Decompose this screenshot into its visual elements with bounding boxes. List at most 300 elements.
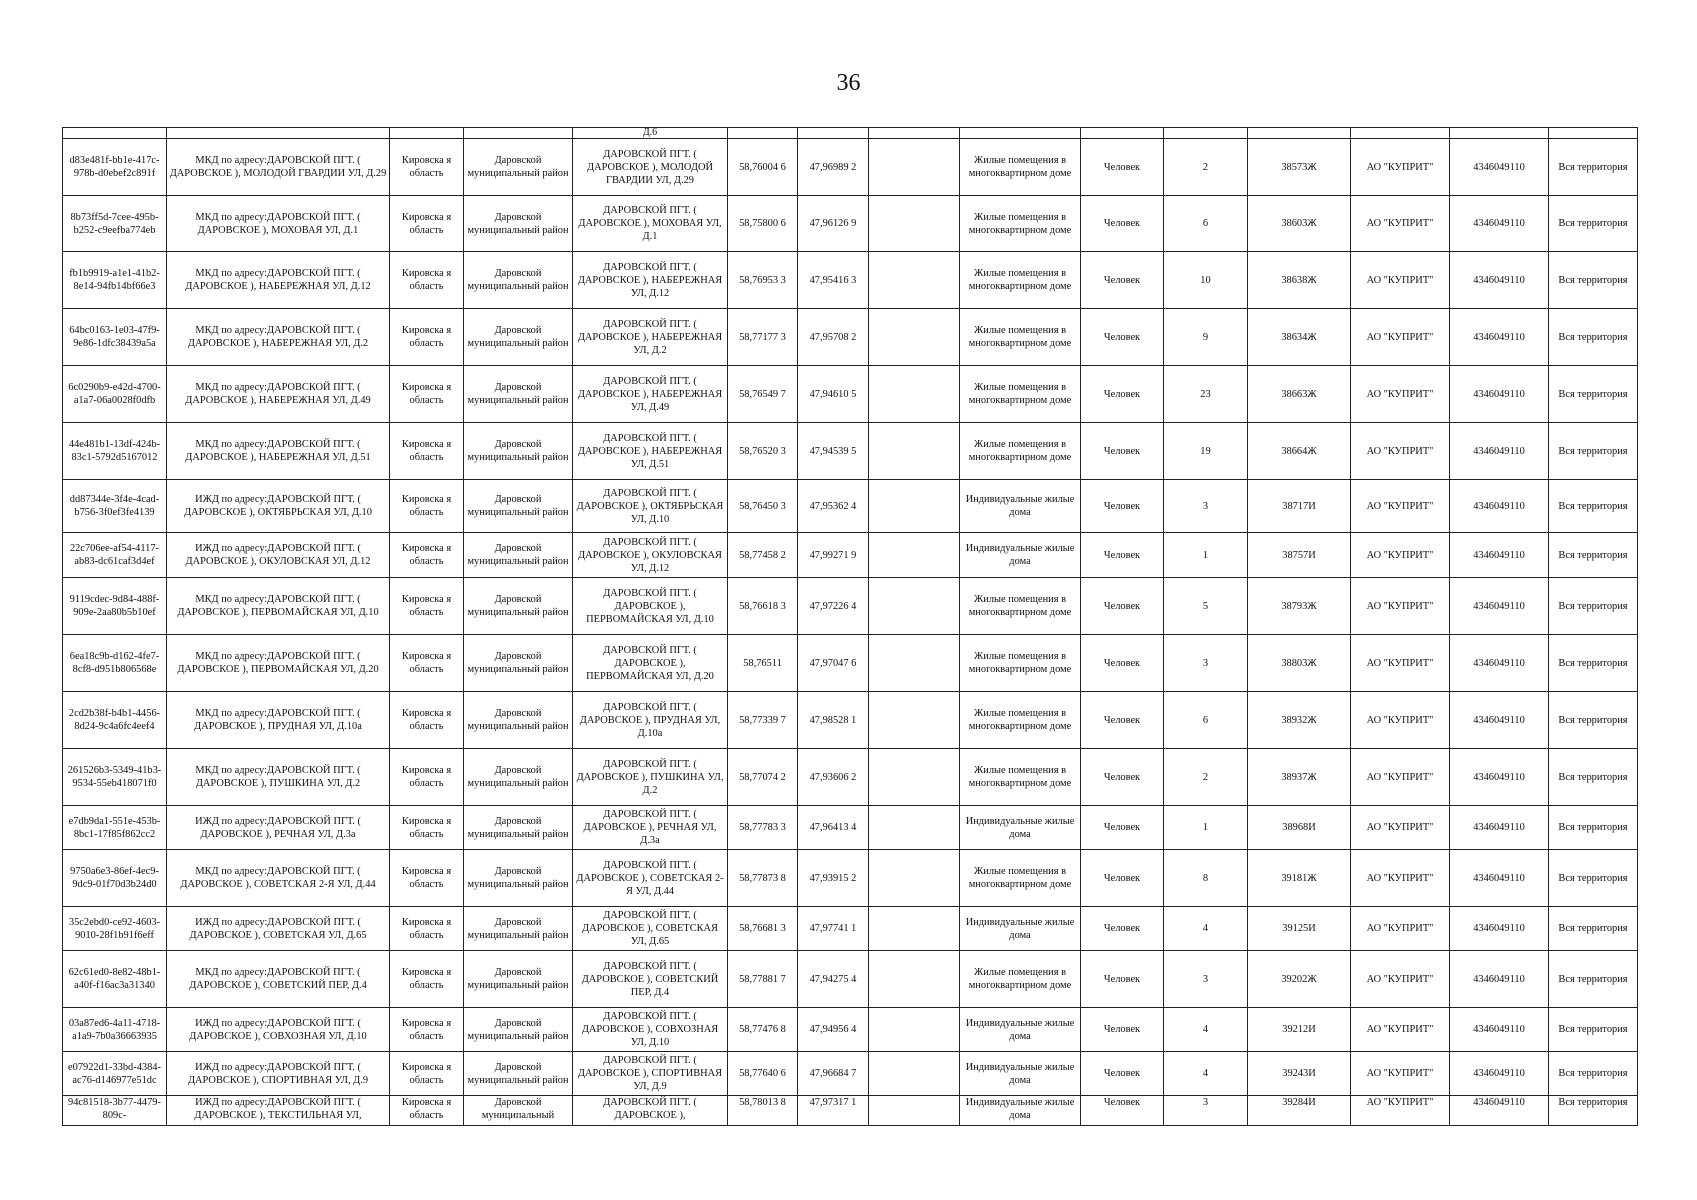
cell-unit: Человек — [1081, 578, 1164, 635]
cell-object-name: ИЖД по адресу:ДАРОВСКОЙ ПГТ. ( ДАРОВСКОЕ ), ОКТЯБРЬСКАЯ УЛ, Д.10 — [167, 480, 390, 533]
cell-inn: 4346049110 — [1450, 139, 1549, 196]
cell-organization: АО "КУПРИТ" — [1351, 907, 1450, 951]
cell-object-id: d83e481f-bb1e-417c-978b-d0ebef2c891f — [63, 139, 167, 196]
cell-longitude: 47,94275 4 — [798, 951, 869, 1008]
cell-inn: 4346049110 — [1450, 196, 1549, 252]
cell-latitude: 58,77640 6 — [728, 1052, 798, 1096]
cell-region: Кировска я область — [390, 692, 464, 749]
cell-housing-type: Индивидуальные жилые дома — [960, 1052, 1081, 1096]
cell-longitude: 47,96413 4 — [798, 806, 869, 850]
cell-inn: 4346049110 — [1450, 951, 1549, 1008]
cell-region: Кировска я область — [390, 1052, 464, 1096]
cell-count: 4 — [1164, 1008, 1248, 1052]
cell-unit: Человек — [1081, 692, 1164, 749]
cell-organization: АО "КУПРИТ" — [1351, 578, 1450, 635]
cell-region: Кировска я область — [390, 196, 464, 252]
cell-organization: АО "КУПРИТ" — [1351, 692, 1450, 749]
table-row — [63, 423, 1638, 480]
cell-address: ДАРОВСКОЙ ПГТ. ( ДАРОВСКОЕ ), ПЕРВОМАЙСКАЯ УЛ, Д.10 — [573, 578, 728, 635]
cell-empty — [869, 749, 960, 806]
cell-object-name: МКД по адресу:ДАРОВСКОЙ ПГТ. ( ДАРОВСКОЕ ), МОЛОДОЙ ГВАРДИИ УЛ, Д.29 — [167, 139, 390, 196]
cell-region: Кировска я область — [390, 1008, 464, 1052]
cell-inn: 4346049110 — [1450, 480, 1549, 533]
cell-empty — [869, 252, 960, 309]
cell-territory: Вся территория — [1549, 1008, 1638, 1052]
cell-housing-type: Жилые помещения в многоквартирном доме — [960, 252, 1081, 309]
cell-address: ДАРОВСКОЙ ПГТ. ( ДАРОВСКОЕ ), ПРУДНАЯ УЛ, Д.10а — [573, 692, 728, 749]
cell-district: Даровской муниципальный район — [464, 907, 573, 951]
cell-inn: 4346049110 — [1450, 1008, 1549, 1052]
cell-inn: 4346049110 — [1450, 749, 1549, 806]
cell-code: 39284И — [1248, 1096, 1351, 1126]
cell-inn: 4346049110 — [1450, 907, 1549, 951]
cell-code: 38932Ж — [1248, 692, 1351, 749]
cell-housing-type: Индивидуальные жилые дома — [960, 480, 1081, 533]
cell-territory: Вся территория — [1549, 850, 1638, 907]
cell-longitude: 47,97741 1 — [798, 907, 869, 951]
cell-address-fragment: Д.6 — [573, 128, 728, 139]
cell-empty — [1164, 128, 1248, 139]
cell-unit: Человек — [1081, 196, 1164, 252]
cell-district: Даровской муниципальный район — [464, 196, 573, 252]
cell-object-id: 94c81518-3b77-4479-809c- — [63, 1096, 167, 1126]
cell-object-name: МКД по адресу:ДАРОВСКОЙ ПГТ. ( ДАРОВСКОЕ ), ПЕРВОМАЙСКАЯ УЛ, Д.20 — [167, 635, 390, 692]
cell-latitude: 58,76511 — [728, 635, 798, 692]
cell-longitude: 47,97047 6 — [798, 635, 869, 692]
cell-housing-type: Жилые помещения в многоквартирном доме — [960, 139, 1081, 196]
cell-district: Даровской муниципальный район — [464, 309, 573, 366]
cell-count: 2 — [1164, 139, 1248, 196]
cell-code: 39125И — [1248, 907, 1351, 951]
cell-count: 4 — [1164, 907, 1248, 951]
cell-district: Даровской муниципальный — [464, 1096, 573, 1126]
cell-region: Кировска я область — [390, 139, 464, 196]
table-row — [63, 196, 1638, 252]
table-row — [63, 1052, 1638, 1096]
cell-code: 38937Ж — [1248, 749, 1351, 806]
cell-empty — [869, 533, 960, 578]
cell-inn: 4346049110 — [1450, 252, 1549, 309]
cell-object-id: 62c61ed0-8e82-48b1-a40f-f16ac3a31340 — [63, 951, 167, 1008]
cell-code: 38717И — [1248, 480, 1351, 533]
cell-empty — [1549, 128, 1638, 139]
cell-district: Даровской муниципальный район — [464, 951, 573, 1008]
cell-code: 38573Ж — [1248, 139, 1351, 196]
cell-inn: 4346049110 — [1450, 806, 1549, 850]
cell-inn: 4346049110 — [1450, 1096, 1549, 1126]
table-row — [63, 1008, 1638, 1052]
cell-object-name: МКД по адресу:ДАРОВСКОЙ ПГТ. ( ДАРОВСКОЕ ), ПУШКИНА УЛ, Д.2 — [167, 749, 390, 806]
cell-organization: АО "КУПРИТ" — [1351, 533, 1450, 578]
cell-latitude: 58,77074 2 — [728, 749, 798, 806]
cell-code: 38968И — [1248, 806, 1351, 850]
cell-empty — [960, 128, 1081, 139]
table-row — [63, 635, 1638, 692]
cell-address: ДАРОВСКОЙ ПГТ. ( ДАРОВСКОЕ ), МОЛОДОЙ ГВАРДИИ УЛ, Д.29 — [573, 139, 728, 196]
cell-empty — [869, 423, 960, 480]
cell-latitude: 58,76953 3 — [728, 252, 798, 309]
cell-object-id: dd87344e-3f4e-4cad-b756-3f0ef3fe4139 — [63, 480, 167, 533]
cell-organization: АО "КУПРИТ" — [1351, 480, 1450, 533]
cell-territory: Вся территория — [1549, 749, 1638, 806]
cell-district: Даровской муниципальный район — [464, 252, 573, 309]
cell-code: 38757И — [1248, 533, 1351, 578]
cell-empty — [728, 128, 798, 139]
cell-object-id: fb1b9919-a1e1-41b2-8e14-94fb14bf66e3 — [63, 252, 167, 309]
cell-unit: Человек — [1081, 480, 1164, 533]
table-row — [63, 309, 1638, 366]
cell-region: Кировска я область — [390, 252, 464, 309]
cell-empty — [869, 1008, 960, 1052]
cell-empty — [869, 806, 960, 850]
cell-latitude: 58,77339 7 — [728, 692, 798, 749]
cell-object-name: МКД по адресу:ДАРОВСКОЙ ПГТ. ( ДАРОВСКОЕ ), НАБЕРЕЖНАЯ УЛ, Д.12 — [167, 252, 390, 309]
cell-count: 1 — [1164, 533, 1248, 578]
cell-unit: Человек — [1081, 366, 1164, 423]
cell-housing-type: Жилые помещения в многоквартирном доме — [960, 692, 1081, 749]
cell-code: 38603Ж — [1248, 196, 1351, 252]
cell-region: Кировска я область — [390, 907, 464, 951]
cell-unit: Человек — [1081, 252, 1164, 309]
cell-inn: 4346049110 — [1450, 578, 1549, 635]
cell-code: 39243И — [1248, 1052, 1351, 1096]
cell-district: Даровской муниципальный район — [464, 423, 573, 480]
cell-object-id: 9750a6e3-86ef-4ec9-9dc9-01f70d3b24d0 — [63, 850, 167, 907]
cell-region: Кировска я область — [390, 635, 464, 692]
cell-code: 38634Ж — [1248, 309, 1351, 366]
cell-longitude: 47,94539 5 — [798, 423, 869, 480]
cell-address: ДАРОВСКОЙ ПГТ. ( ДАРОВСКОЕ ), СПОРТИВНАЯ УЛ, Д.9 — [573, 1052, 728, 1096]
cell-code: 39212И — [1248, 1008, 1351, 1052]
cell-code: 39181Ж — [1248, 850, 1351, 907]
cell-code: 38638Ж — [1248, 252, 1351, 309]
cell-latitude: 58,75800 6 — [728, 196, 798, 252]
cell-count: 6 — [1164, 692, 1248, 749]
page-number: 36 — [836, 70, 861, 96]
cell-housing-type: Жилые помещения в многоквартирном доме — [960, 366, 1081, 423]
table-row-continuation — [63, 128, 1638, 139]
cell-latitude: 58,76450 3 — [728, 480, 798, 533]
table-row — [63, 578, 1638, 635]
cell-object-name: МКД по адресу:ДАРОВСКОЙ ПГТ. ( ДАРОВСКОЕ ), НАБЕРЕЖНАЯ УЛ, Д.49 — [167, 366, 390, 423]
cell-count: 4 — [1164, 1052, 1248, 1096]
cell-object-id: 8b73ff5d-7cee-495b-b252-c9eefba774eb — [63, 196, 167, 252]
cell-object-id: 35c2ebd0-ce92-4603-9010-28f1b91f6eff — [63, 907, 167, 951]
cell-territory: Вся территория — [1549, 196, 1638, 252]
cell-territory: Вся территория — [1549, 692, 1638, 749]
cell-latitude: 58,77783 3 — [728, 806, 798, 850]
cell-territory: Вся территория — [1549, 635, 1638, 692]
cell-region: Кировска я область — [390, 423, 464, 480]
cell-object-id: 9119cdec-9d84-488f-909e-2aa80b5b10ef — [63, 578, 167, 635]
cell-territory: Вся территория — [1549, 423, 1638, 480]
cell-region: Кировска я область — [390, 850, 464, 907]
cell-object-name: МКД по адресу:ДАРОВСКОЙ ПГТ. ( ДАРОВСКОЕ ), НАБЕРЕЖНАЯ УЛ, Д.51 — [167, 423, 390, 480]
cell-territory: Вся территория — [1549, 139, 1638, 196]
cell-district: Даровской муниципальный район — [464, 850, 573, 907]
cell-region: Кировска я область — [390, 951, 464, 1008]
cell-empty — [869, 128, 960, 139]
cell-organization: АО "КУПРИТ" — [1351, 252, 1450, 309]
cell-longitude: 47,94956 4 — [798, 1008, 869, 1052]
table-row — [63, 850, 1638, 907]
cell-organization: АО "КУПРИТ" — [1351, 1096, 1450, 1126]
cell-count: 10 — [1164, 252, 1248, 309]
cell-object-name: ИЖД по адресу:ДАРОВСКОЙ ПГТ. ( ДАРОВСКОЕ ), СОВХОЗНАЯ УЛ, Д.10 — [167, 1008, 390, 1052]
cell-territory: Вся территория — [1549, 907, 1638, 951]
cell-territory: Вся территория — [1549, 309, 1638, 366]
cell-empty — [1351, 128, 1450, 139]
cell-territory: Вся территория — [1549, 806, 1638, 850]
cell-longitude: 47,95416 3 — [798, 252, 869, 309]
table-row — [63, 366, 1638, 423]
cell-count: 1 — [1164, 806, 1248, 850]
cell-empty — [869, 1096, 960, 1126]
cell-longitude: 47,97317 1 — [798, 1096, 869, 1126]
cell-latitude: 58,76520 3 — [728, 423, 798, 480]
cell-empty — [869, 850, 960, 907]
cell-empty — [1450, 128, 1549, 139]
cell-district: Даровской муниципальный район — [464, 635, 573, 692]
table-row — [63, 806, 1638, 850]
cell-latitude: 58,77873 8 — [728, 850, 798, 907]
cell-district: Даровской муниципальный район — [464, 1052, 573, 1096]
cell-region: Кировска я область — [390, 533, 464, 578]
table-row — [63, 749, 1638, 806]
cell-unit: Человек — [1081, 850, 1164, 907]
cell-longitude: 47,96989 2 — [798, 139, 869, 196]
cell-object-id: 44e481b1-13df-424b-83c1-5792d5167012 — [63, 423, 167, 480]
cell-object-name: МКД по адресу:ДАРОВСКОЙ ПГТ. ( ДАРОВСКОЕ ), ПЕРВОМАЙСКАЯ УЛ, Д.10 — [167, 578, 390, 635]
cell-housing-type: Индивидуальные жилые дома — [960, 806, 1081, 850]
cell-code: 39202Ж — [1248, 951, 1351, 1008]
cell-longitude: 47,98528 1 — [798, 692, 869, 749]
cell-housing-type: Индивидуальные жилые дома — [960, 1096, 1081, 1126]
cell-inn: 4346049110 — [1450, 1052, 1549, 1096]
cell-organization: АО "КУПРИТ" — [1351, 423, 1450, 480]
cell-address: ДАРОВСКОЙ ПГТ. ( ДАРОВСКОЕ ), ОКТЯБРЬСКАЯ УЛ, Д.10 — [573, 480, 728, 533]
cell-organization: АО "КУПРИТ" — [1351, 1052, 1450, 1096]
cell-empty — [798, 128, 869, 139]
cell-inn: 4346049110 — [1450, 850, 1549, 907]
cell-unit: Человек — [1081, 1096, 1164, 1126]
cell-territory: Вся территория — [1549, 366, 1638, 423]
cell-count: 5 — [1164, 578, 1248, 635]
cell-district: Даровской муниципальный район — [464, 578, 573, 635]
cell-address: ДАРОВСКОЙ ПГТ. ( ДАРОВСКОЕ ), ПУШКИНА УЛ, Д.2 — [573, 749, 728, 806]
cell-address: ДАРОВСКОЙ ПГТ. ( ДАРОВСКОЕ ), СОВЕТСКИЙ ПЕР, Д.4 — [573, 951, 728, 1008]
table-row — [63, 480, 1638, 533]
cell-housing-type: Жилые помещения в многоквартирном доме — [960, 951, 1081, 1008]
cell-address: ДАРОВСКОЙ ПГТ. ( ДАРОВСКОЕ ), РЕЧНАЯ УЛ, Д.3а — [573, 806, 728, 850]
cell-empty — [869, 951, 960, 1008]
cell-housing-type: Жилые помещения в многоквартирном доме — [960, 749, 1081, 806]
cell-code: 38664Ж — [1248, 423, 1351, 480]
cell-empty — [869, 366, 960, 423]
cell-longitude: 47,99271 9 — [798, 533, 869, 578]
cell-housing-type: Жилые помещения в многоквартирном доме — [960, 423, 1081, 480]
cell-count: 8 — [1164, 850, 1248, 907]
cell-address: ДАРОВСКОЙ ПГТ. ( ДАРОВСКОЕ ), МОХОВАЯ УЛ, Д.1 — [573, 196, 728, 252]
cell-housing-type: Жилые помещения в многоквартирном доме — [960, 578, 1081, 635]
cell-object-name: ИЖД по адресу:ДАРОВСКОЙ ПГТ. ( ДАРОВСКОЕ ), СОВЕТСКАЯ УЛ, Д.65 — [167, 907, 390, 951]
cell-region: Кировска я область — [390, 749, 464, 806]
cell-district: Даровской муниципальный район — [464, 533, 573, 578]
cell-unit: Человек — [1081, 806, 1164, 850]
cell-count: 3 — [1164, 951, 1248, 1008]
cell-object-id: 261526b3-5349-41b3-9534-55eb418071f0 — [63, 749, 167, 806]
cell-organization: АО "КУПРИТ" — [1351, 951, 1450, 1008]
cell-longitude: 47,93915 2 — [798, 850, 869, 907]
cell-organization: АО "КУПРИТ" — [1351, 850, 1450, 907]
cell-region: Кировска я область — [390, 366, 464, 423]
cell-empty — [869, 480, 960, 533]
cell-inn: 4346049110 — [1450, 309, 1549, 366]
cell-empty — [1248, 128, 1351, 139]
cell-longitude: 47,94610 5 — [798, 366, 869, 423]
cell-housing-type: Индивидуальные жилые дома — [960, 907, 1081, 951]
cell-housing-type: Индивидуальные жилые дома — [960, 533, 1081, 578]
cell-address: ДАРОВСКОЙ ПГТ. ( ДАРОВСКОЕ ), НАБЕРЕЖНАЯ УЛ, Д.2 — [573, 309, 728, 366]
table-body — [63, 128, 1638, 1126]
cell-empty — [869, 139, 960, 196]
table-row — [63, 1096, 1638, 1126]
cell-count: 6 — [1164, 196, 1248, 252]
cell-unit: Человек — [1081, 423, 1164, 480]
cell-district: Даровской муниципальный район — [464, 692, 573, 749]
cell-address: ДАРОВСКОЙ ПГТ. ( ДАРОВСКОЕ ), СОВХОЗНАЯ УЛ, Д.10 — [573, 1008, 728, 1052]
cell-address: ДАРОВСКОЙ ПГТ. ( ДАРОВСКОЕ ), СОВЕТСКАЯ 2-Я УЛ, Д.44 — [573, 850, 728, 907]
cell-object-id: 22c706ee-af54-4117-ab83-dc61caf3d4ef — [63, 533, 167, 578]
cell-territory: Вся территория — [1549, 252, 1638, 309]
cell-territory: Вся территория — [1549, 533, 1638, 578]
table-row — [63, 692, 1638, 749]
cell-region: Кировска я область — [390, 578, 464, 635]
cell-longitude: 47,96684 7 — [798, 1052, 869, 1096]
cell-unit: Человек — [1081, 907, 1164, 951]
cell-region: Кировска я область — [390, 309, 464, 366]
cell-territory: Вся территория — [1549, 1096, 1638, 1126]
cell-organization: АО "КУПРИТ" — [1351, 635, 1450, 692]
register-table — [62, 127, 1638, 1126]
cell-inn: 4346049110 — [1450, 635, 1549, 692]
cell-district: Даровской муниципальный район — [464, 1008, 573, 1052]
cell-inn: 4346049110 — [1450, 423, 1549, 480]
cell-district: Даровской муниципальный район — [464, 806, 573, 850]
cell-territory: Вся территория — [1549, 480, 1638, 533]
cell-address: ДАРОВСКОЙ ПГТ. ( ДАРОВСКОЕ ), НАБЕРЕЖНАЯ УЛ, Д.51 — [573, 423, 728, 480]
cell-object-name: МКД по адресу:ДАРОВСКОЙ ПГТ. ( ДАРОВСКОЕ ), МОХОВАЯ УЛ, Д.1 — [167, 196, 390, 252]
cell-address: ДАРОВСКОЙ ПГТ. ( ДАРОВСКОЕ ), — [573, 1096, 728, 1126]
cell-longitude: 47,93606 2 — [798, 749, 869, 806]
cell-empty — [869, 196, 960, 252]
cell-empty — [63, 128, 167, 139]
cell-longitude: 47,95708 2 — [798, 309, 869, 366]
register-table-container — [62, 127, 1637, 1126]
cell-empty — [1081, 128, 1164, 139]
cell-object-name: ИЖД по адресу:ДАРОВСКОЙ ПГТ. ( ДАРОВСКОЕ ), ОКУЛОВСКАЯ УЛ, Д.12 — [167, 533, 390, 578]
cell-organization: АО "КУПРИТ" — [1351, 309, 1450, 366]
cell-object-name: ИЖД по адресу:ДАРОВСКОЙ ПГТ. ( ДАРОВСКОЕ ), СПОРТИВНАЯ УЛ, Д.9 — [167, 1052, 390, 1096]
cell-organization: АО "КУПРИТ" — [1351, 806, 1450, 850]
cell-count: 23 — [1164, 366, 1248, 423]
cell-latitude: 58,76681 3 — [728, 907, 798, 951]
cell-empty — [869, 309, 960, 366]
cell-latitude: 58,77476 8 — [728, 1008, 798, 1052]
cell-object-name: МКД по адресу:ДАРОВСКОЙ ПГТ. ( ДАРОВСКОЕ ), НАБЕРЕЖНАЯ УЛ, Д.2 — [167, 309, 390, 366]
cell-empty — [390, 128, 464, 139]
cell-code: 38803Ж — [1248, 635, 1351, 692]
cell-longitude: 47,97226 4 — [798, 578, 869, 635]
cell-unit: Человек — [1081, 533, 1164, 578]
cell-count: 3 — [1164, 1096, 1248, 1126]
cell-address: ДАРОВСКОЙ ПГТ. ( ДАРОВСКОЕ ), СОВЕТСКАЯ УЛ, Д.65 — [573, 907, 728, 951]
cell-housing-type: Индивидуальные жилые дома — [960, 1008, 1081, 1052]
cell-latitude: 58,76549 7 — [728, 366, 798, 423]
cell-address: ДАРОВСКОЙ ПГТ. ( ДАРОВСКОЕ ), НАБЕРЕЖНАЯ УЛ, Д.12 — [573, 252, 728, 309]
cell-district: Даровской муниципальный район — [464, 480, 573, 533]
cell-unit: Человек — [1081, 1008, 1164, 1052]
cell-inn: 4346049110 — [1450, 366, 1549, 423]
cell-address: ДАРОВСКОЙ ПГТ. ( ДАРОВСКОЕ ), НАБЕРЕЖНАЯ УЛ, Д.49 — [573, 366, 728, 423]
cell-object-id: 03a87ed6-4a11-4718-a1a9-7b0a36663935 — [63, 1008, 167, 1052]
cell-territory: Вся территория — [1549, 1052, 1638, 1096]
cell-housing-type: Жилые помещения в многоквартирном доме — [960, 850, 1081, 907]
cell-region: Кировска я область — [390, 480, 464, 533]
cell-territory: Вся территория — [1549, 578, 1638, 635]
cell-territory: Вся территория — [1549, 951, 1638, 1008]
cell-latitude: 58,77177 3 — [728, 309, 798, 366]
cell-empty — [869, 1052, 960, 1096]
cell-district: Даровской муниципальный район — [464, 749, 573, 806]
cell-longitude: 47,95362 4 — [798, 480, 869, 533]
cell-unit: Человек — [1081, 951, 1164, 1008]
cell-housing-type: Жилые помещения в многоквартирном доме — [960, 635, 1081, 692]
cell-inn: 4346049110 — [1450, 533, 1549, 578]
cell-latitude: 58,76004 6 — [728, 139, 798, 196]
cell-latitude: 58,77881 7 — [728, 951, 798, 1008]
cell-address: ДАРОВСКОЙ ПГТ. ( ДАРОВСКОЕ ), ОКУЛОВСКАЯ УЛ, Д.12 — [573, 533, 728, 578]
cell-organization: АО "КУПРИТ" — [1351, 749, 1450, 806]
cell-region: Кировска я область — [390, 806, 464, 850]
cell-unit: Человек — [1081, 749, 1164, 806]
cell-count: 19 — [1164, 423, 1248, 480]
cell-unit: Человек — [1081, 139, 1164, 196]
cell-code: 38663Ж — [1248, 366, 1351, 423]
table-row — [63, 139, 1638, 196]
table-row — [63, 533, 1638, 578]
cell-object-id: 64bc0163-1e03-47f9-9e86-1dfc38439a5a — [63, 309, 167, 366]
table-row — [63, 907, 1638, 951]
cell-object-id: 2cd2b38f-b4b1-4456-8d24-9c4a6fc4eef4 — [63, 692, 167, 749]
cell-object-name: ИЖД по адресу:ДАРОВСКОЙ ПГТ. ( ДАРОВСКОЕ ), ТЕКСТИЛЬНАЯ УЛ, — [167, 1096, 390, 1126]
cell-object-id: 6ea18c9b-d162-4fe7-8cf8-d951b806568e — [63, 635, 167, 692]
table-row — [63, 951, 1638, 1008]
cell-district: Даровской муниципальный район — [464, 139, 573, 196]
cell-empty — [869, 692, 960, 749]
cell-empty — [167, 128, 390, 139]
cell-latitude: 58,76618 3 — [728, 578, 798, 635]
cell-unit: Человек — [1081, 1052, 1164, 1096]
cell-latitude: 58,77458 2 — [728, 533, 798, 578]
cell-object-id: e7db9da1-551e-453b-8bc1-17f85f862cc2 — [63, 806, 167, 850]
cell-inn: 4346049110 — [1450, 692, 1549, 749]
cell-object-id: e07922d1-33bd-4384-ac76-d146977e51dc — [63, 1052, 167, 1096]
cell-housing-type: Жилые помещения в многоквартирном доме — [960, 196, 1081, 252]
cell-housing-type: Жилые помещения в многоквартирном доме — [960, 309, 1081, 366]
cell-count: 3 — [1164, 480, 1248, 533]
cell-empty — [869, 907, 960, 951]
